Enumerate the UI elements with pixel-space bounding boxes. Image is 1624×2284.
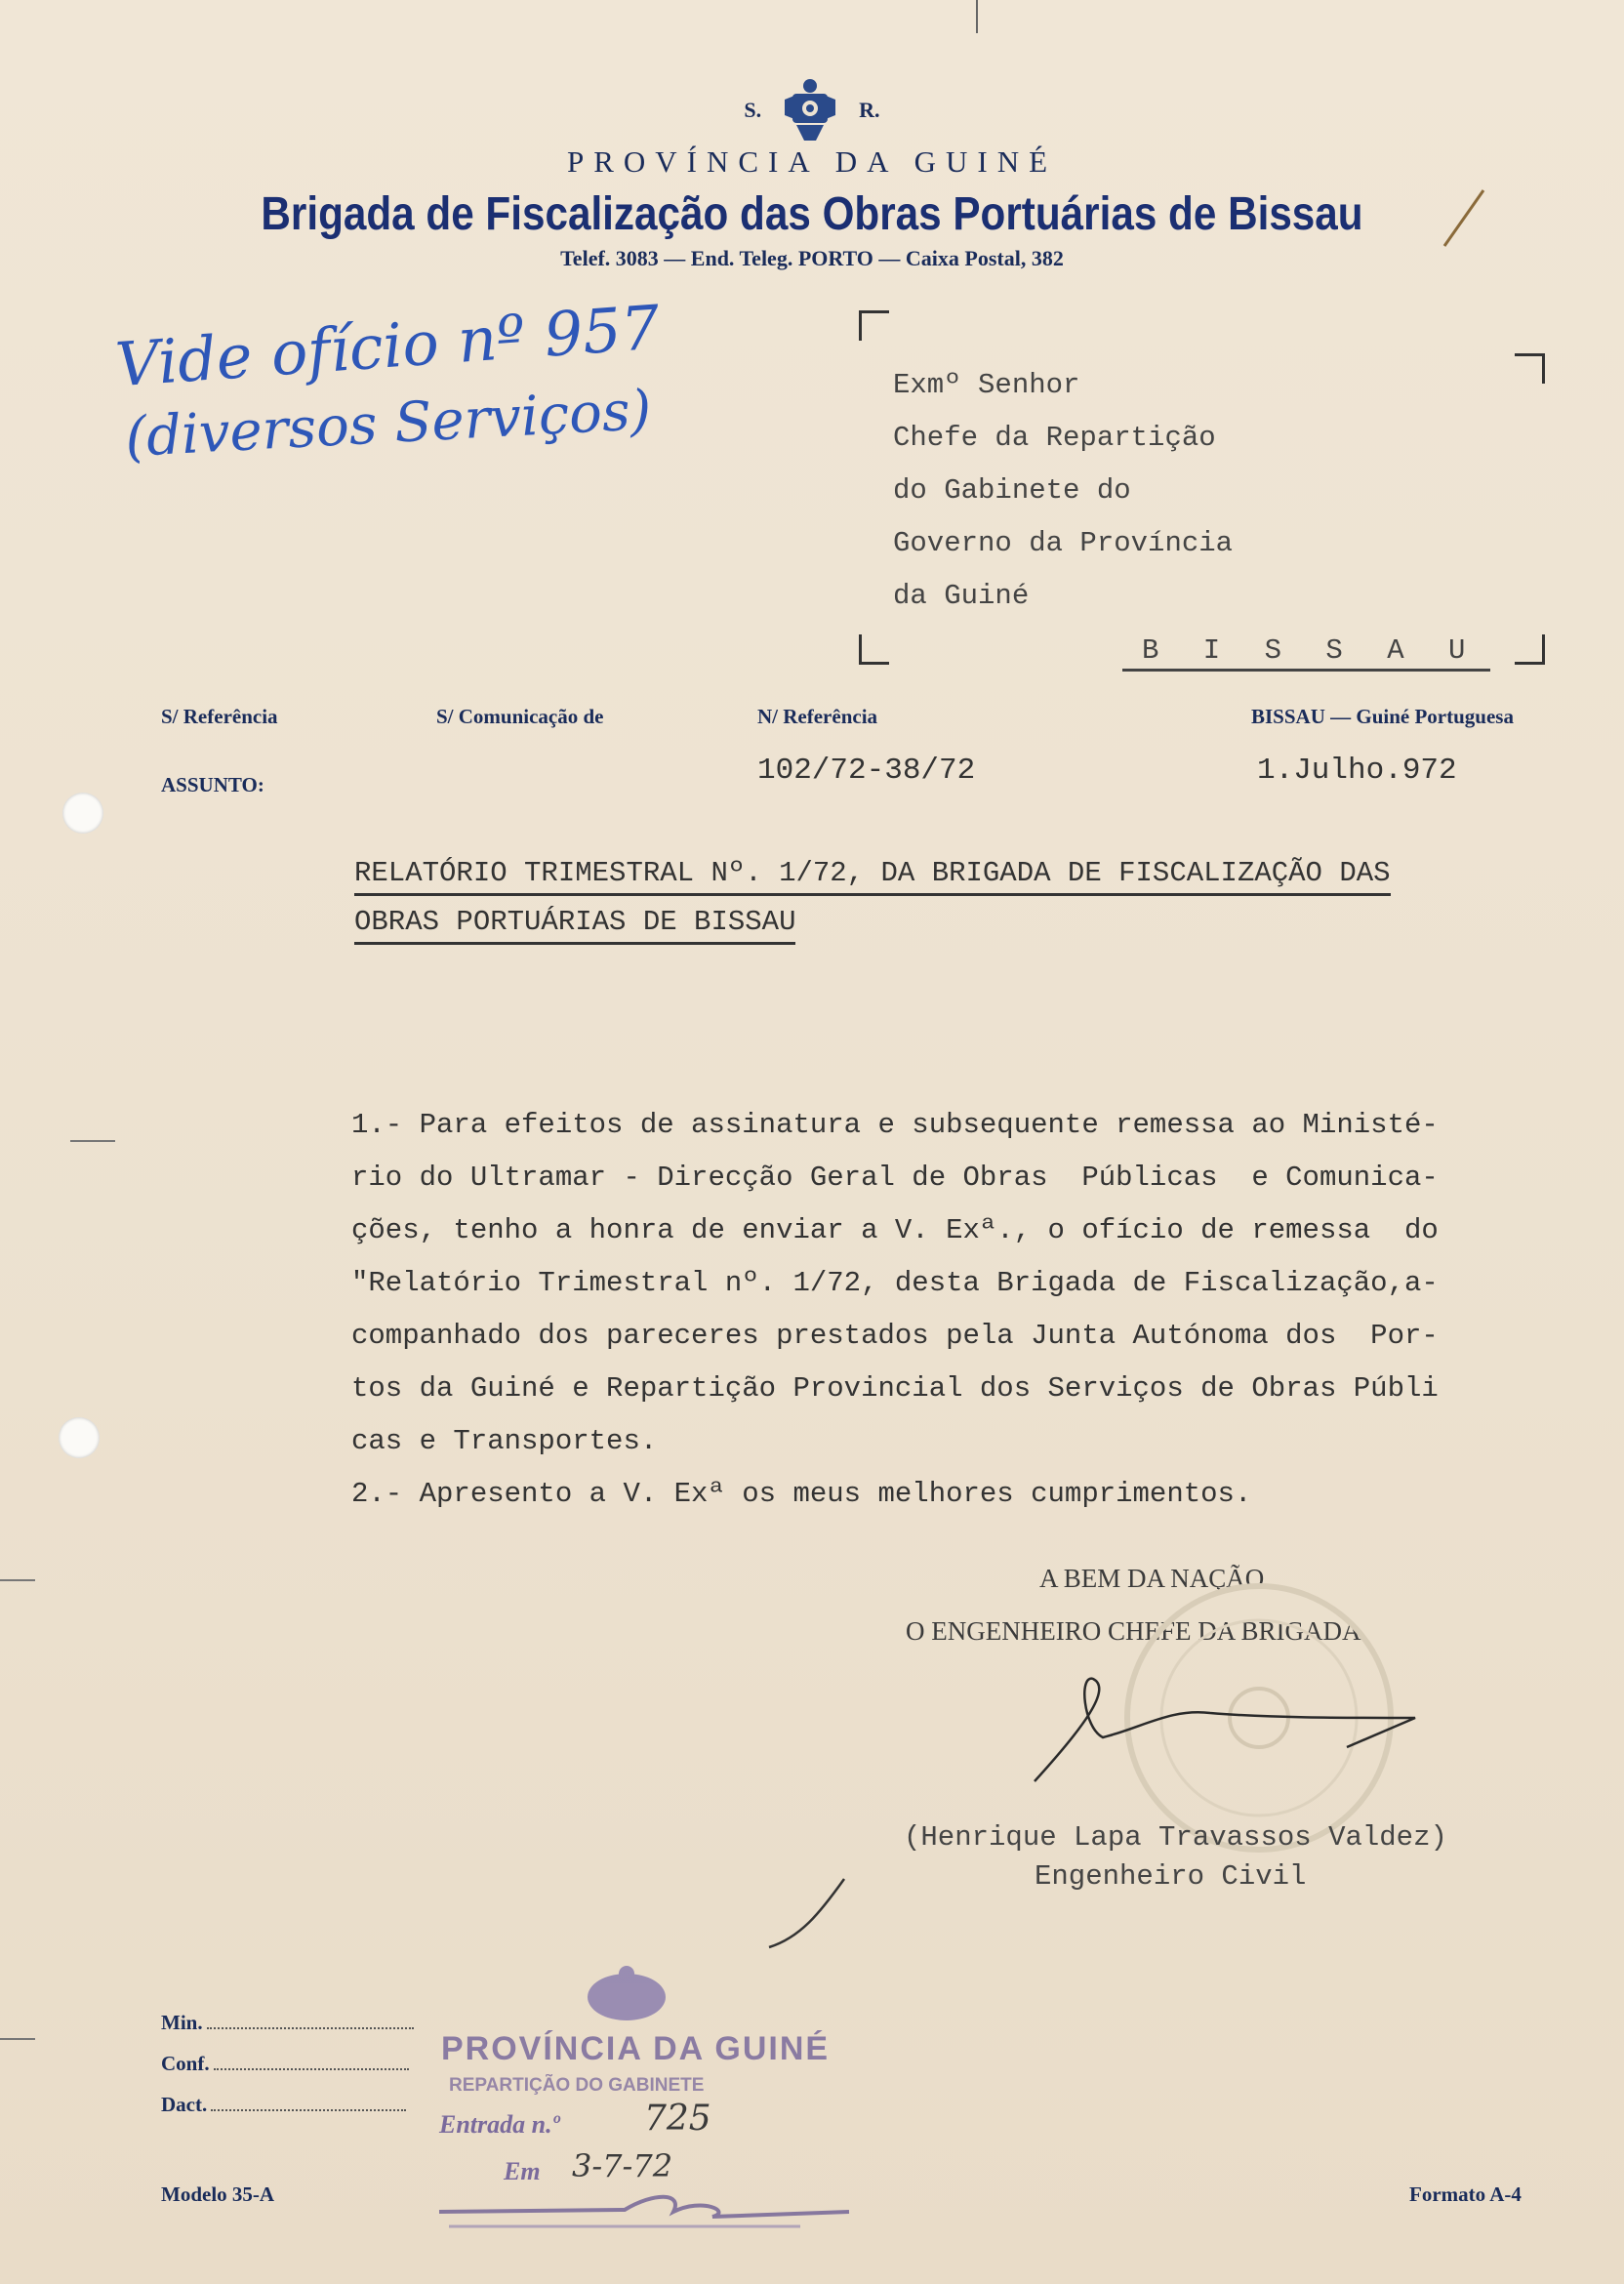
body-line: 2.- Apresento a V. Exª os meus melhores cumprimentos. [351,1478,1252,1510]
body-line: 1.- Para efeitos de assinatura e subsequente remessa ao Ministé- [351,1109,1439,1141]
stamp-em-label: Em [504,2157,541,2185]
body-line: cas e Transportes. [351,1425,658,1457]
signatory-name: (Henrique Lapa Travassos Valdez) [904,1821,1447,1854]
addressee-line5: da Guiné [893,580,1030,612]
pen-stroke-icon [761,1874,859,1952]
margin-tick [70,1140,115,1142]
stamp-entrada-label: Entrada n.º [439,2110,560,2139]
addressee-line2: Chefe da Repartição [893,422,1216,454]
organization-name: Brigada de Fiscalização das Obras Portuárias de Bissau [261,188,1363,240]
model-label: Modelo 35-A [161,2182,275,2206]
s-comunicacao-label: S/ Comunicação de [436,705,604,728]
closing-role: O ENGENHEIRO CHEFE DA BRIGADA [906,1616,1361,1646]
subject-line1 [354,857,1391,889]
addressee-line1: Exmº Senhor [893,369,1080,401]
body-line: tos da Guiné e Repartição Provincial dos Serviços de Obras Públi [351,1372,1439,1405]
conf-label: Conf. [161,2052,210,2075]
margin-tick [0,2038,35,2040]
subject-line1-text: RELATÓRIO TRIMESTRAL Nº. 1/72, DA BRIGADA DE FISCALIZAÇÃO DAS [354,857,1391,896]
dact-dotted-line [211,2109,406,2111]
conf-dotted-line [214,2068,409,2070]
right-mark: R. [859,98,880,122]
body-line: ções, tenho a honra de enviar a V. Exª., o ofício de remessa do [351,1214,1439,1246]
province-title: PROVÍNCIA DA GUINÉ [566,144,1058,179]
handwritten-note-line1: Vide ofício nº 957 [113,291,663,401]
stamp-crest-icon [578,1962,675,2024]
pen-mark-icon [1435,185,1493,254]
address-corner-tr [1515,353,1545,384]
stamp-signature-icon [429,2182,859,2241]
contact-line: Telef. 3083 — End. Teleg. PORTO — Caixa Postal, 382 [560,246,1064,270]
address-corner-br [1515,634,1545,665]
min-label: Min. [161,2011,203,2034]
min-dotted-line [207,2027,414,2029]
subject-line2-text: OBRAS PORTUÁRIAS DE BISSAU [354,906,795,945]
stamp-entrada-value: 725 [644,2099,711,2139]
dact-label: Dact. [161,2093,208,2116]
closing-motto: A BEM DA NAÇÃO [1039,1564,1265,1593]
addressee-line3: do Gabinete do [893,474,1131,507]
punch-hole [62,793,103,834]
n-referencia-value: 102/72-38/72 [757,754,976,788]
letterhead-crest-row [0,76,1624,144]
body-line: "Relatório Trimestral nº. 1/72, desta Brigada de Fiscalização,a- [351,1267,1439,1299]
address-corner-tl [859,310,889,341]
margin-tick [0,1579,35,1581]
top-fold-mark [976,0,978,33]
address-corner-bl [859,634,889,665]
stamp-line2: REPARTIÇÃO DO GABINETE [449,2075,705,2096]
stamp-line1: PROVÍNCIA DA GUINÉ [441,2030,831,2067]
n-referencia-label: N/ Referência [757,705,878,728]
s-referencia-label: S/ Referência [161,705,278,728]
format-label: Formato A-4 [1409,2182,1522,2206]
date-value: 1.Julho.972 [1257,754,1457,788]
subject-line2 [354,906,795,938]
handwritten-note-line2: (diversos Serviços) [123,378,653,470]
signature-icon [1025,1669,1435,1796]
min-field [161,2011,414,2035]
place-label: BISSAU — Guiné Portuguesa [1251,705,1514,728]
signatory-title: Engenheiro Civil [1035,1860,1307,1893]
addressee-city: B I S S A U [1122,634,1490,672]
coat-of-arms-icon [783,76,837,144]
addressee-line4: Governo da Província [893,527,1234,559]
assunto-label: ASSUNTO: [161,773,264,796]
body-line: rio do Ultramar - Direcção Geral de Obras Públicas e Comunica- [351,1162,1439,1194]
stamp-em-value: 3-7-72 [572,2147,673,2184]
body-line: companhado dos pareceres prestados pela Junta Autónoma dos Por- [351,1320,1439,1352]
conf-field [161,2052,409,2076]
dact-field [161,2093,406,2117]
left-mark: S. [744,98,762,122]
punch-hole [59,1417,100,1458]
